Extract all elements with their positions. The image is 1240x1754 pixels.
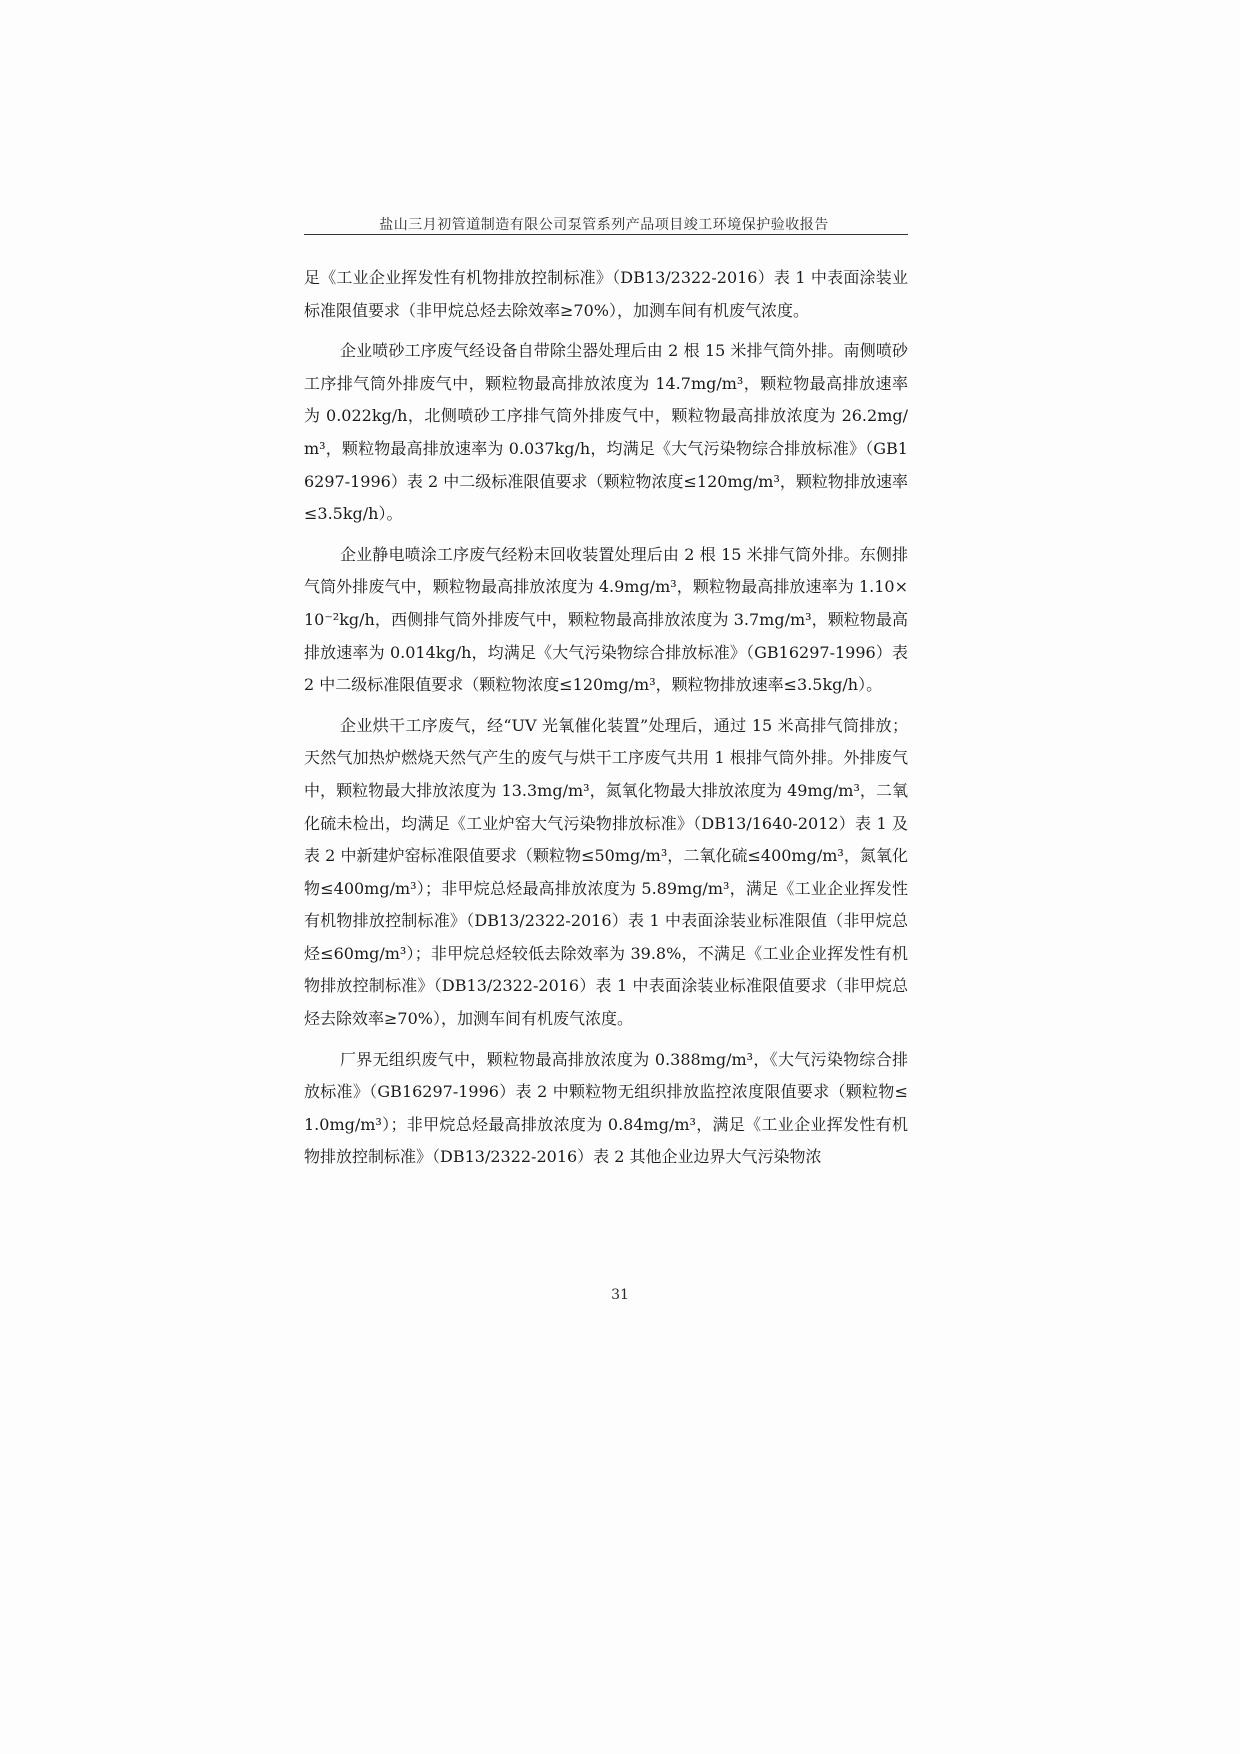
- body-text: [304, 262, 908, 1182]
- paragraph-drying: 企业烘干工序废气，经“UV 光氧催化装置”处理后，通过 15 米高排气筒排放；天然气加热炉燃烧天然气产生的废气与烘干工序废气共用 1 根排气筒外排。外排废气中，颗粒物最大排放浓度为 13.3mg/m³，氮氧化物最大排放浓度为 49mg/m³，二氧化硫未检出，均满足《工业炉窑大气污染物排放标准》（DB13/1640-2012）表 1 及表 2 中新建炉窑标准限值要求（颗粒物≤50mg/m³，二氧化硫≤400mg/m³，氮氧化物≤400mg/m³）；非甲烷总烃最高排放浓度为 5.89mg/m³，满足《工业企业挥发性有机物排放控制标准》（DB13/2322-2016）表 1 中表面涂装业标准限值（非甲烷总烃≤60mg/m³）；非甲烷总烃较低去除效率为 39.8%，不满足《工业企业挥发性有机物排放控制标准》（DB13/2322-2016）表 1 中表面涂装业标准限值要求（非甲烷总烃去除效率≥70%），加测车间有机废气浓度。: [304, 715, 908, 1029]
- paragraph-boundary-emissions: 厂界无组织废气中，颗粒物最高排放浓度为 0.388mg/m³，《大气污染物综合排放标准》（GB16297-1996）表 2 中颗粒物无组织排放监控浓度限值要求（颗粒物≤1.0mg/m³）；非甲烷总烃最高排放浓度为 0.84mg/m³，满足《工业企业挥发性有机物排放控制标准》（DB13/2322-2016）表 2 其他企业边界大气污染物浓: [304, 1049, 908, 1167]
- paragraph-sandblasting: 企业喷砂工序废气经设备自带除尘器处理后由 2 根 15 米排气筒外排。南侧喷砂工序排气筒外排废气中，颗粒物最高排放浓度为 14.7mg/m³，颗粒物最高排放速率为 0.022kg/h，北侧喷砂工序排气筒外排废气中，颗粒物最高排放浓度为 26.2mg/m³，颗粒物最高排放速率为 0.037kg/h，均满足《大气污染物综合排放标准》（GB16297-1996）表 2 中二级标准限值要求（颗粒物浓度≤120mg/m³，颗粒物排放速率≤3.5kg/h）。: [304, 341, 908, 524]
- paragraph-continuation: 足《工业企业挥发性有机物排放控制标准》（DB13/2322-2016）表 1 中表面涂装业标准限值要求（非甲烷总烃去除效率≥70%），加测车间有机废气浓度。: [304, 268, 908, 320]
- running-header: 盐山三月初管道制造有限公司泵管系列产品项目竣工环境保护验收报告: [379, 217, 829, 233]
- page-number: 31: [611, 1287, 629, 1303]
- header-divider: [304, 234, 908, 235]
- paragraph-electrostatic-spraying: 企业静电喷涂工序废气经粉末回收装置处理后由 2 根 15 米排气筒外排。东侧排气筒外排废气中，颗粒物最高排放浓度为 4.9mg/m³，颗粒物最高排放速率为 1.10×10⁻²kg/h，西侧排气筒外排废气中，颗粒物最高排放浓度为 3.7mg/m³，颗粒物最高排放速率为 0.014kg/h，均满足《大气污染物综合排放标准》（GB16297-1996）表 2 中二级标准限值要求（颗粒物浓度≤120mg/m³，颗粒物排放速率≤3.5kg/h）。: [304, 544, 908, 695]
